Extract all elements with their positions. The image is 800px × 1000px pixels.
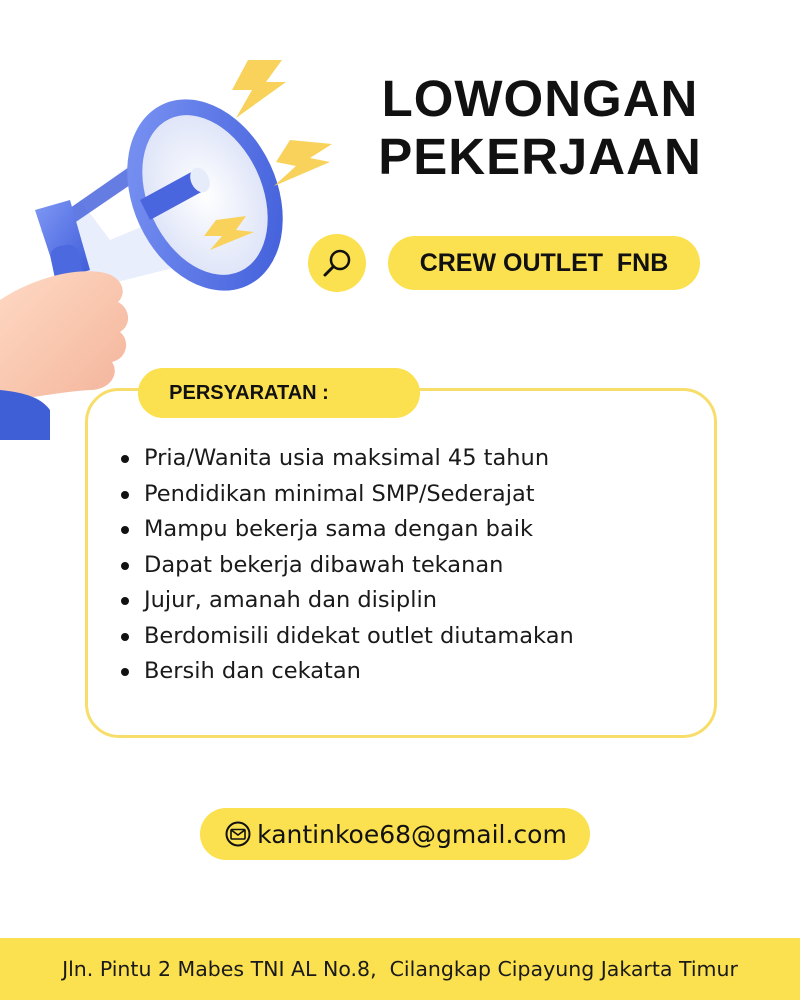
list-item	[118, 548, 698, 584]
search-badge	[308, 234, 366, 292]
requirements-list	[118, 441, 698, 690]
list-item	[118, 512, 698, 548]
requirement-text: Bersih dan cekatan	[144, 658, 361, 684]
bullet-icon	[121, 526, 129, 534]
position-title: CREW OUTLET FNB	[388, 236, 700, 290]
bullet-icon	[121, 633, 129, 641]
headline-line-2: PEKERJAAN	[378, 128, 702, 185]
requirement-text: Pria/Wanita usia maksimal 45 tahun	[144, 445, 550, 471]
bullet-icon	[121, 455, 129, 463]
requirement-text: Mampu bekerja sama dengan baik	[144, 516, 534, 542]
bullet-icon	[121, 491, 129, 499]
list-item	[118, 477, 698, 513]
requirements-title: PERSYARATAN :	[138, 368, 420, 418]
headline-line-1: LOWONGAN	[381, 70, 699, 127]
list-item	[118, 654, 698, 690]
contact-email[interactable]	[200, 808, 590, 860]
requirement-text: Jujur, amanah dan disiplin	[144, 587, 437, 613]
mail-icon	[223, 821, 253, 847]
list-item	[118, 619, 698, 655]
list-item	[118, 441, 698, 477]
requirement-text: Berdomisili didekat outlet diutamakan	[144, 622, 574, 649]
footer-address: Jln. Pintu 2 Mabes TNI AL No.8, Cilangkap Cipayung Jakarta Timur	[0, 938, 800, 1000]
list-item	[118, 583, 698, 619]
bullet-icon	[121, 562, 129, 570]
search-icon	[320, 246, 354, 280]
requirement-text: Pendidikan minimal SMP/Sederajat	[144, 480, 535, 507]
bullet-icon	[121, 597, 129, 605]
email-text[interactable]: kantinkoe68@gmail.com	[257, 819, 567, 849]
headline	[350, 70, 730, 186]
bullet-icon	[121, 668, 129, 676]
requirement-text: Dapat bekerja dibawah tekanan	[144, 551, 504, 578]
